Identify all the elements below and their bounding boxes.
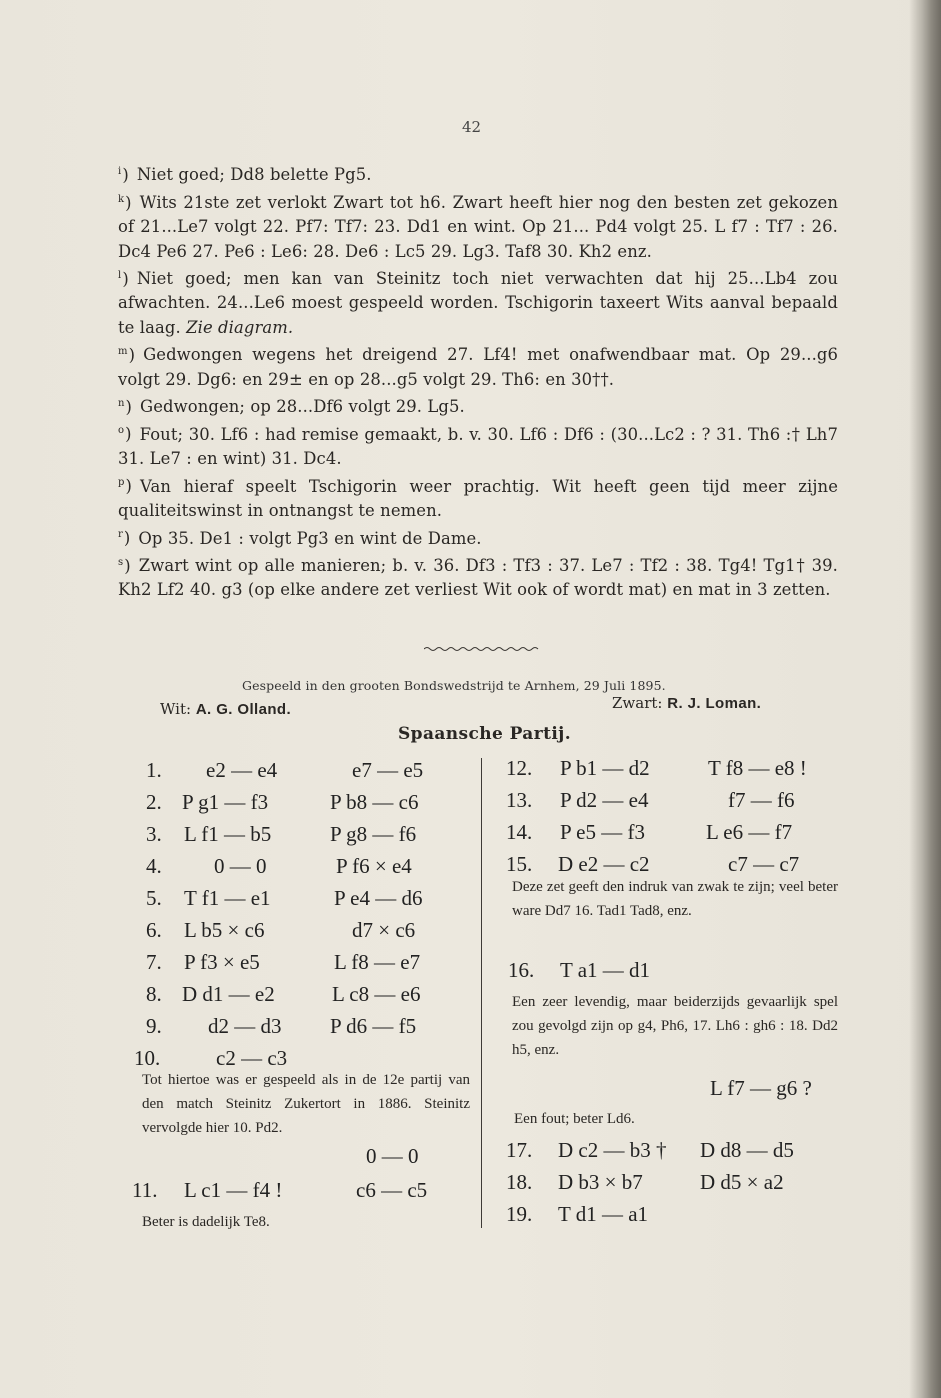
comment-move-15: Deze zet geeft den indruk van zwak te zijn; veel beter ware Dd7 16. Tad1 Tad8, enz. <box>512 879 838 919</box>
move-16-white: T a1 — d1 <box>560 958 651 982</box>
comment-move-16b: Een fout; beter Ld6. <box>514 1111 635 1127</box>
note-p: $^p$) Van hieraf speelt Tschigorin weer prachtig. Wit heeft geen tijd meer zijne qualiteitswinst in ontnangst te nemen. <box>118 476 838 520</box>
page-edge-shadow <box>909 0 941 1398</box>
move-row: 14. P e5 — f3 L e6 — f7 <box>506 820 793 844</box>
move-row: 10. c2 — c3 <box>134 1046 288 1070</box>
note-n: $^n$) Gedwongen; op 28...Df6 volgt 29. Lg5. <box>118 397 465 417</box>
note-l: $^l$) Niet goed; men kan van Steinitz toch niet verwachten dat hij 25...Lb4 zou afwachten. 24...Le6 moest gespeeld worden. Tschigorin taxeert Wits aanval bepaald te laag. Zie diagram. <box>118 269 838 337</box>
move-row: 19. T d1 — a1 <box>506 1202 649 1226</box>
move-row: 7. P f3 × e5 L f8 — e7 <box>146 950 421 974</box>
game-title: Spaansche Partij. <box>398 724 572 744</box>
page-number: 42 <box>462 118 482 136</box>
note-o: $^o$) Fout; 30. Lf6 : had remise gemaakt, b. v. 30. Lf6 : Df6 : (30...Lc2 : ? 31. Th6 :† Lh7 31. Le7 : en wint) 31. Dc4. <box>118 424 838 469</box>
note-s: $^s$) Zwart wint op alle manieren; b. v. 36. Df3 : Tf3 : 37. Le7 : Tf2 : 38. Tg4! Tg1† 39. Kh2 Lf2 40. g3 (op elke andere zet verliest Wit ook of wordt mat) en mat in 3 zetten. <box>118 556 838 600</box>
column-divider <box>481 758 482 1228</box>
move-row: 8. D d1 — e2 L c8 — e6 <box>146 982 421 1006</box>
move-11-number: 11. <box>132 1178 158 1202</box>
annotation-notes <box>118 160 838 603</box>
move-row: 4. 0 — 0 P f6 × e4 <box>146 854 412 878</box>
move-row: 18. D b3 × b7 D d5 × a2 <box>506 1170 784 1194</box>
right-moves-column <box>506 756 838 884</box>
note-i: $^i$) Niet goed; Dd8 belette Pg5. <box>118 165 372 185</box>
move-16-number: 16. <box>508 958 535 982</box>
move-row: 6. L b5 × c6 d7 × c6 <box>146 918 416 942</box>
black-move-10: 0 — 0 <box>366 1144 419 1168</box>
move-row: 9. d2 — d3 P d6 — f5 <box>146 1014 417 1038</box>
black-move-16: L f7 — g6 ? <box>710 1076 812 1100</box>
move-row: 17. D c2 — b3 † D d8 — d5 <box>506 1138 794 1162</box>
black-player: Zwart: R. J. Loman. <box>612 694 762 712</box>
move-row: 2. P g1 — f3 P b8 — c6 <box>146 790 419 814</box>
move-row: 5. T f1 — e1 P e4 — d6 <box>146 886 423 910</box>
left-moves-column <box>120 758 472 1078</box>
comment-move-10: Tot hiertoe was er gespeeld als in de 12e partij van den match Steinitz Zukertort in 1886. Steinitz vervolgde hier 10. Pd2. <box>142 1072 470 1136</box>
wavy-separator <box>424 644 540 654</box>
note-k: $^k$) Wits 21ste zet verlokt Zwart tot h6. Zwart heeft hier nog den besten zet gekozen of 21...Le7 volgt 22. Pf7: Tf7: 23. Dd1 en wint. Op 21... Pd4 volgt 25. L f7 : Tf7 : 26. Dc4 Pe6 27. Pe6 : Le6: 28. De6 : Lc5 29. Lg3. Taf8 30. Kh2 enz. <box>118 193 838 261</box>
game-venue-line: Gespeeld in den grooten Bondswedstrijd te Arnhem, 29 Juli 1895. <box>242 678 666 693</box>
move-11-black: c6 — c5 <box>356 1178 428 1202</box>
final-moves-column <box>506 1138 838 1234</box>
comment-move-11: Beter is dadelijk Te8. <box>142 1214 270 1230</box>
white-player: Wit: A. G. Olland. <box>160 700 292 718</box>
note-m: $^m$) Gedwongen wegens het dreigend 27. Lf4! met onafwendbaar mat. Op 29...g6 volgt 29. Dg6: en 29± en op 28...g5 volgt 29. Th6: en 30††. <box>118 345 838 389</box>
move-row: 12. P b1 — d2 T f8 — e8 ! <box>506 756 807 780</box>
note-r: $^r$) Op 35. De1 : volgt Pg3 en wint de Dame. <box>118 528 482 548</box>
move-11-white: L c1 — f4 ! <box>184 1178 283 1202</box>
comment-move-16: Een zeer levendig, maar beiderzijds gevaarlijk spel zou gevolgd zijn op g4, Ph6, 17. Lh6 : gh6 : 18. Dd2 h5, enz. <box>512 994 838 1058</box>
move-row: 1. e2 — e4 e7 — e5 <box>146 758 424 782</box>
move-row: 15. D e2 — c2 c7 — c7 <box>506 852 800 876</box>
move-row: 13. P d2 — e4 f7 — f6 <box>506 788 795 812</box>
move-row: 3. L f1 — b5 P g8 — f6 <box>146 822 417 846</box>
